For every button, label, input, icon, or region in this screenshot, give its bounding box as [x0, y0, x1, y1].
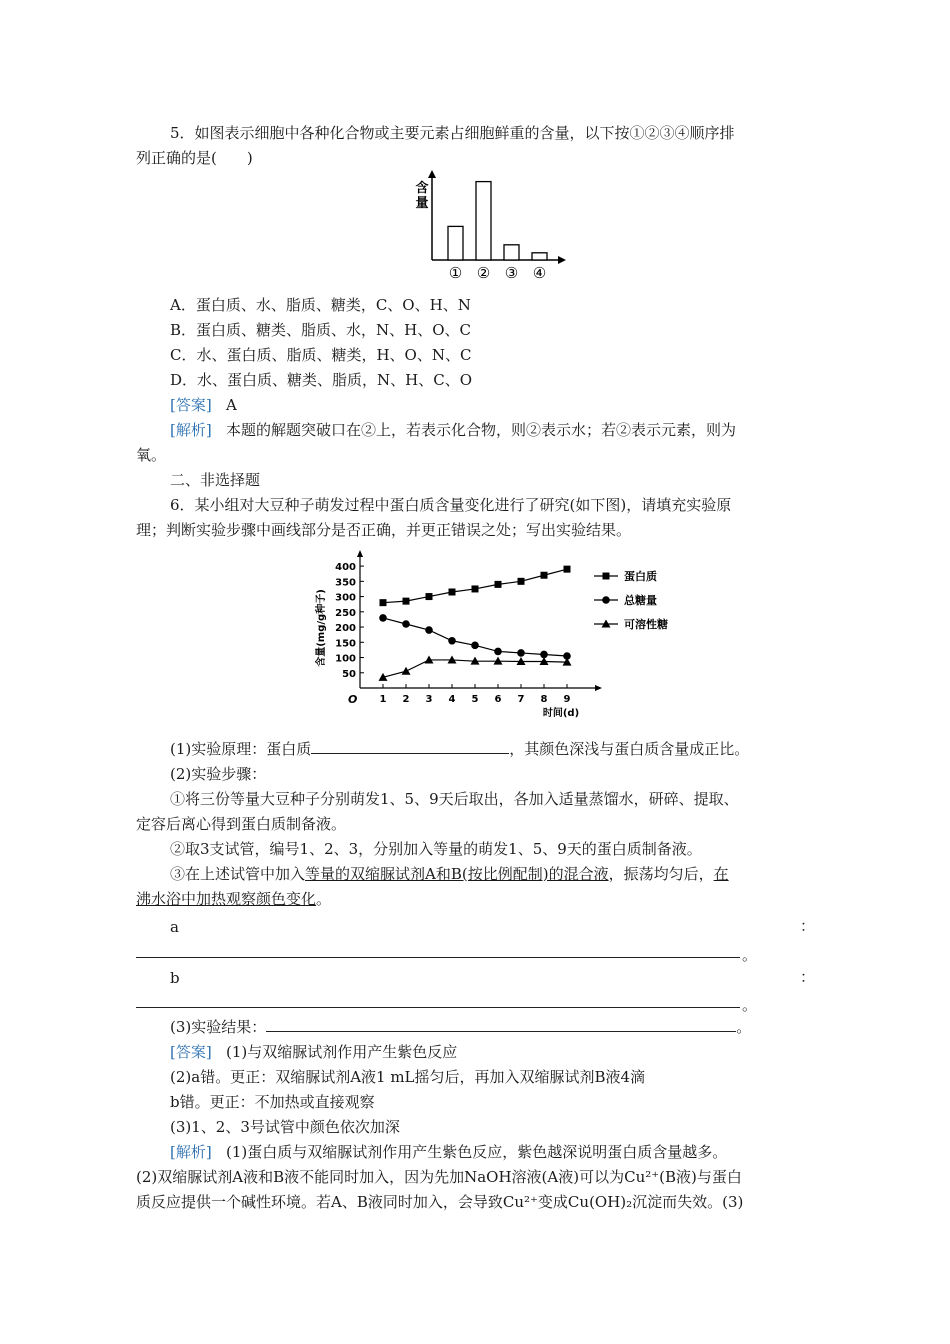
q5-option-c: C．水、蛋白质、脂质、糖类，H、O、N、C [170, 346, 472, 364]
q6-analysis-2: (2)双缩脲试剂A液和B液不能同时加入，因为先加NaOH溶液(A液)可以为Cu²⁺(B液)与蛋白 [136, 1168, 742, 1186]
period-b: 。 [742, 996, 758, 1014]
q5-stem-line1: 5．如图表示细胞中各种化合物或主要元素占细胞鲜重的含量，以下按①②③④顺序排 [170, 124, 735, 142]
y-tick-label: 300 [335, 592, 356, 604]
colon-b: ： [800, 968, 816, 986]
period-a: 。 [742, 946, 758, 964]
legend-marker [602, 596, 610, 604]
answer-line: (1)与双缩脲试剂作用产生紫色反应 [226, 1043, 458, 1061]
q5-analysis-line2: 氧。 [136, 446, 167, 464]
origin-label: O [348, 693, 358, 706]
data-point [517, 649, 525, 657]
q6-step2: ②取3支试管，编号1、2、3，分别加入等量的萌发1、5、9天的蛋白质制备液。 [170, 840, 702, 858]
q6-analysis-1 [170, 1140, 850, 1164]
bar-chart [410, 170, 570, 282]
y-tick-label: 350 [335, 577, 356, 589]
x-tick-label: 6 [494, 694, 502, 705]
analysis-text: 本题的解题突破口在②上，若表示化合物，则②表示水；若②表示元素，则为 [226, 421, 737, 439]
q6-step3-line1 [170, 862, 850, 886]
bar-1 [448, 226, 463, 260]
y-axis-label: 含量 [415, 181, 429, 211]
principle-blank[interactable] [311, 737, 509, 754]
x-tick-label: 3 [425, 694, 433, 705]
y-tick-label: 50 [342, 668, 356, 680]
x-tick-label: 7 [517, 694, 525, 705]
q5-option-b: B．蛋白质、糖类、脂质、水，N、H、O、C [170, 321, 472, 339]
step3-underlined-a: 等量的双缩脲试剂A和B(按比例配制)的混合液 [305, 865, 609, 883]
data-point [471, 642, 479, 650]
data-point [495, 581, 502, 588]
category-label-2: ② [476, 264, 491, 282]
x-axis-arrow [595, 685, 602, 691]
q6-result [170, 1015, 850, 1039]
q5-option-d: D．水、蛋白质、糖类、脂质，N、H、C、O [170, 371, 473, 389]
data-point [449, 589, 456, 596]
legend-label: 可溶性糖 [624, 618, 668, 631]
analysis-tag: [解析] [170, 421, 212, 439]
x-tick-label: 1 [379, 694, 387, 705]
result-blank[interactable] [266, 1015, 736, 1032]
x-tick-label: 5 [471, 694, 479, 705]
q5-answer [170, 393, 850, 417]
y-tick-label: 200 [335, 623, 356, 635]
y-tick-label: 250 [335, 607, 356, 619]
y-tick-label: 400 [335, 562, 356, 574]
data-point [541, 572, 548, 579]
x-tick-label: 9 [563, 694, 571, 705]
step3-end: 。 [316, 890, 332, 908]
legend-marker [603, 573, 610, 580]
data-point [472, 585, 479, 592]
answer-value: A [226, 396, 237, 414]
q6-step3-line2 [136, 887, 816, 911]
label-b: b [170, 969, 180, 987]
data-point [380, 599, 387, 606]
y-tick-label: 150 [335, 638, 356, 650]
data-point [425, 626, 433, 634]
category-label-1: ① [448, 264, 463, 282]
data-point [402, 667, 411, 675]
x-tick-label: 4 [448, 694, 456, 705]
legend-label: 总糖量 [624, 594, 657, 607]
data-point [403, 598, 410, 605]
q6-answer-4: (3)1、2、3号试管中颜色依次加深 [170, 1118, 400, 1136]
q6-analysis-3: 质反应提供一个碱性环境。若A、B液同时加入，会导致Cu²⁺变成Cu(OH)₂沉淀而失效。(3) [136, 1193, 744, 1211]
data-point [518, 578, 525, 585]
principle-suffix: ，其颜色深浅与蛋白质含量成正比。 [509, 740, 750, 758]
step3-text: ③在上述试管中加入 [170, 865, 306, 883]
q5-analysis [170, 418, 850, 442]
analysis-tag: [解析] [170, 1143, 212, 1161]
legend-label: 蛋白质 [624, 570, 657, 583]
y-axis-label: 含量(mg/g种子) [316, 589, 327, 667]
blank-a[interactable] [136, 956, 740, 958]
q6-stem-line2: 理；判断实验步骤中画线部分是否正确，并更正错误之处；写出实验结果。 [136, 521, 632, 539]
label-a: a [170, 918, 179, 936]
q5-stem-line2: 列正确的是( ) [136, 149, 253, 167]
bar-2 [476, 182, 491, 260]
q6-step1-line2: 定容后离心得到蛋白质制备液。 [136, 815, 347, 833]
step3-underlined-b-start: 在 [713, 865, 729, 883]
result-period: 。 [736, 1018, 752, 1036]
answer-tag: [答案] [170, 396, 212, 414]
colon-a: ： [800, 917, 816, 935]
x-axis-label: 时间(d) [542, 708, 580, 719]
series-2 [379, 593, 657, 660]
y-tick-label: 100 [335, 653, 356, 665]
principle-prefix: (1)实验原理：蛋白质 [170, 740, 312, 758]
q5-option-a: A．蛋白质、水、脂质、糖类，C、O、H、N [170, 296, 471, 314]
q6-answer-1 [170, 1040, 850, 1064]
line-chart [310, 548, 680, 728]
x-tick-label: 2 [402, 694, 410, 705]
x-tick-label: 8 [540, 694, 548, 705]
category-label-4: ④ [532, 264, 547, 282]
data-point [402, 620, 410, 628]
q6-stem-line1: 6．某小组对大豆种子萌发过程中蛋白质含量变化进行了研究(如下图)，请填充实验原 [170, 496, 732, 514]
data-point [564, 566, 571, 573]
section-heading: 二、非选择题 [170, 471, 261, 489]
series-3 [379, 617, 669, 681]
q6-principle [170, 737, 850, 761]
q6-answer-2: (2)a错。更正：双缩脲试剂A液1 mL摇匀后，再加入双缩脲试剂B液4滴 [170, 1068, 646, 1086]
result-label: (3)实验结果： [170, 1018, 267, 1036]
y-axis-arrow [357, 550, 363, 557]
data-point [426, 593, 433, 600]
answer-tag: [答案] [170, 1043, 212, 1061]
x-axis-arrow [558, 256, 566, 264]
blank-b[interactable] [136, 1006, 740, 1008]
data-point [494, 648, 502, 656]
data-point [379, 614, 387, 622]
y-axis-arrow [428, 170, 436, 178]
bar-4 [532, 253, 547, 260]
q6-step1-line1: ①将三份等量大豆种子分别萌发1、5、9天后取出，各加入适量蒸馏水，研碎、提取、 [170, 790, 739, 808]
category-label-3: ③ [504, 264, 519, 282]
q6-steps-heading: (2)实验步骤： [170, 765, 267, 783]
data-point [448, 637, 456, 645]
q6-answer-3: b错。更正：不加热或直接观察 [170, 1093, 375, 1111]
step3-underlined-b: 沸水浴中加热观察颜色变化 [136, 890, 317, 908]
analysis-line: (1)蛋白质与双缩脲试剂作用产生紫色反应，紫色越深说明蛋白质含量越多。 [226, 1143, 728, 1161]
step3-text-2: ，振荡均匀后， [608, 865, 714, 883]
series-line-2 [383, 618, 567, 656]
bar-3 [504, 245, 519, 260]
